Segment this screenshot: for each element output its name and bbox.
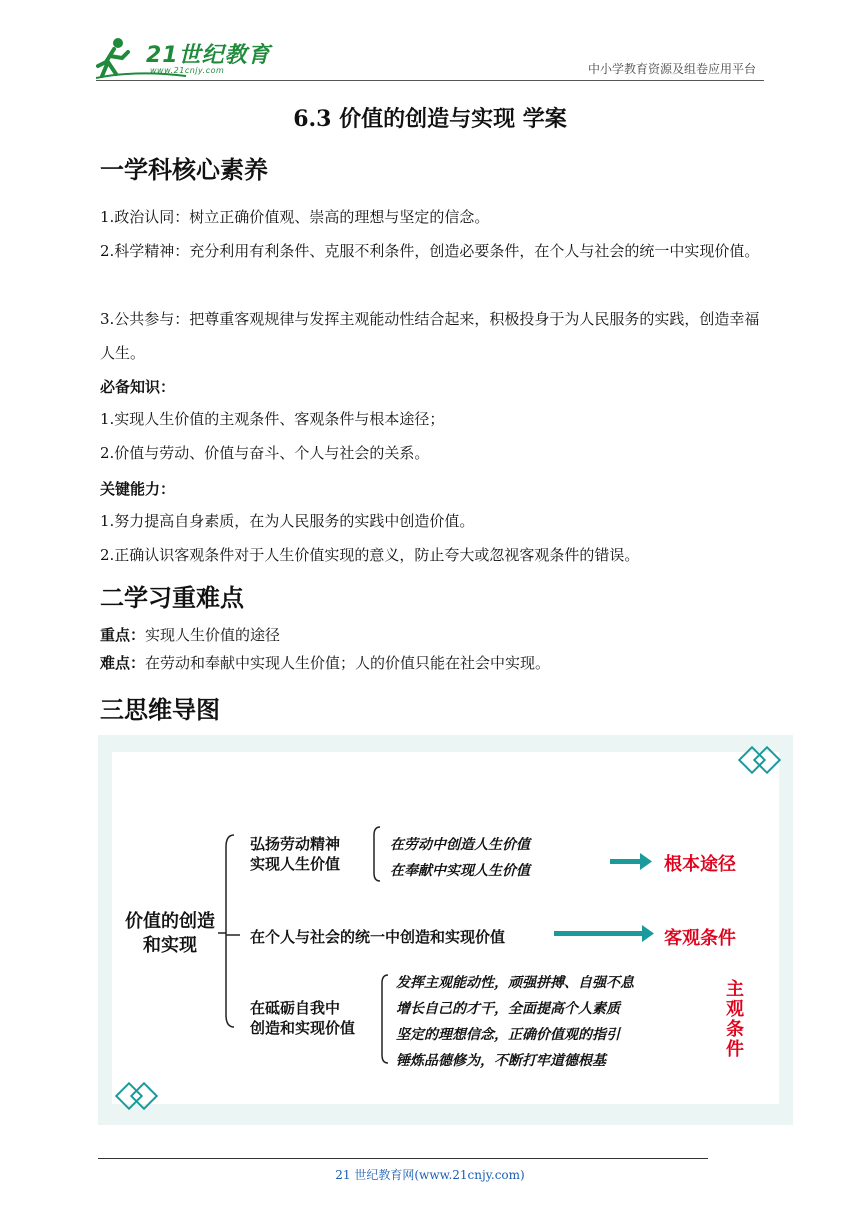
branch1-line-1: 弘扬劳动精神 [250,835,341,853]
branch3-item-4: 锤炼品德修为，不断打牢道德根基 [396,1053,606,1069]
ability-item-1: 1.努力提高自身素质，在为人民服务的实践中创造价值。 [100,512,475,530]
branch3-tag-char-3: 条 [726,1019,744,1040]
knowledge-item-2: 2.价值与劳动、价值与奋斗、个人与社会的关系。 [100,444,430,462]
arrow-icon [554,853,654,942]
platform-name: 中小学教育资源及组卷应用平台 [587,62,756,76]
diff-label: 难点： [100,654,146,672]
ability-item-2: 2.正确认识客观条件对于人生价值实现的意义，防止夸大或忽视客观条件的错误。 [100,546,640,564]
root-line-2: 和实现 [143,935,197,956]
branch3-tag-char-1: 主 [726,979,744,1000]
branch1-item-1: 在劳动中创造人生价值 [390,837,530,853]
logo-url: www.21cnjy.com [150,66,225,75]
ability-label: 关键能力： [100,480,176,498]
branch1-item-2: 在奉献中实现人生价值 [390,863,530,879]
branch3-line-1: 在砥砺自我中 [250,999,341,1017]
knowledge-item-1: 1.实现人生价值的主观条件、客观条件与根本途径； [100,410,445,428]
branch3-tag-char-2: 观 [726,999,744,1020]
difficult-point [100,652,550,673]
mindmap-root [118,910,222,958]
diff-text: 在劳动和奉献中实现人生价值；人的价值只能在社会中实现。 [145,654,551,672]
branch3-tag-char-4: 件 [726,1039,744,1060]
header-divider [96,80,764,81]
knowledge-label: 必备知识： [100,378,176,396]
section1-heading: 一学科核心素养 [100,156,268,184]
core-item-3: 3.公共参与：把尊重客观规律与发挥主观能动性结合起来，积极投身于为人民服务的实践，创造幸福人生。 [100,310,760,362]
branch3-tag [724,980,746,1060]
branch2-tag: 客观条件 [664,928,736,949]
root-line-1: 价值的创造 [125,911,215,932]
key-text: 实现人生价值的途径 [145,626,281,644]
branch3-line-2: 创造和实现价值 [250,1019,356,1037]
branch1-tag: 根本途径 [664,854,736,875]
section2-heading: 二学习重难点 [100,584,244,612]
branch3-item-2: 增长自己的才干，全面提高个人素质 [396,1001,620,1017]
core-item-2: 2.科学精神：充分利用有利条件、克服不利条件，创造必要条件，在个人与社会的统一中实现价值。 [100,242,760,260]
footer-text: 21 世纪教育网(www.21cnjy.com) [335,1168,525,1182]
core-item-1: 1.政治认同：树立正确价值观、崇高的理想与坚定的信念。 [100,208,490,226]
branch1-label [250,834,340,874]
section3-heading: 三思维导图 [100,696,220,724]
footer-divider [98,1158,708,1159]
document-title: 6.3 价值的创造与实现 学案 [293,106,567,132]
branch2-label: 在个人与社会的统一中创造和实现价值 [250,928,506,946]
key-point [100,624,280,645]
branch3-label [250,998,355,1038]
branch1-line-2: 实现人生价值 [250,855,341,873]
logo-text: 21世纪教育 [146,43,271,68]
branch3-item-1: 发挥主观能动性，顽强拼搏、自强不息 [396,975,634,991]
branch3-item-3: 坚定的理想信念，正确价值观的指引 [396,1027,620,1043]
key-label: 重点： [100,626,146,644]
